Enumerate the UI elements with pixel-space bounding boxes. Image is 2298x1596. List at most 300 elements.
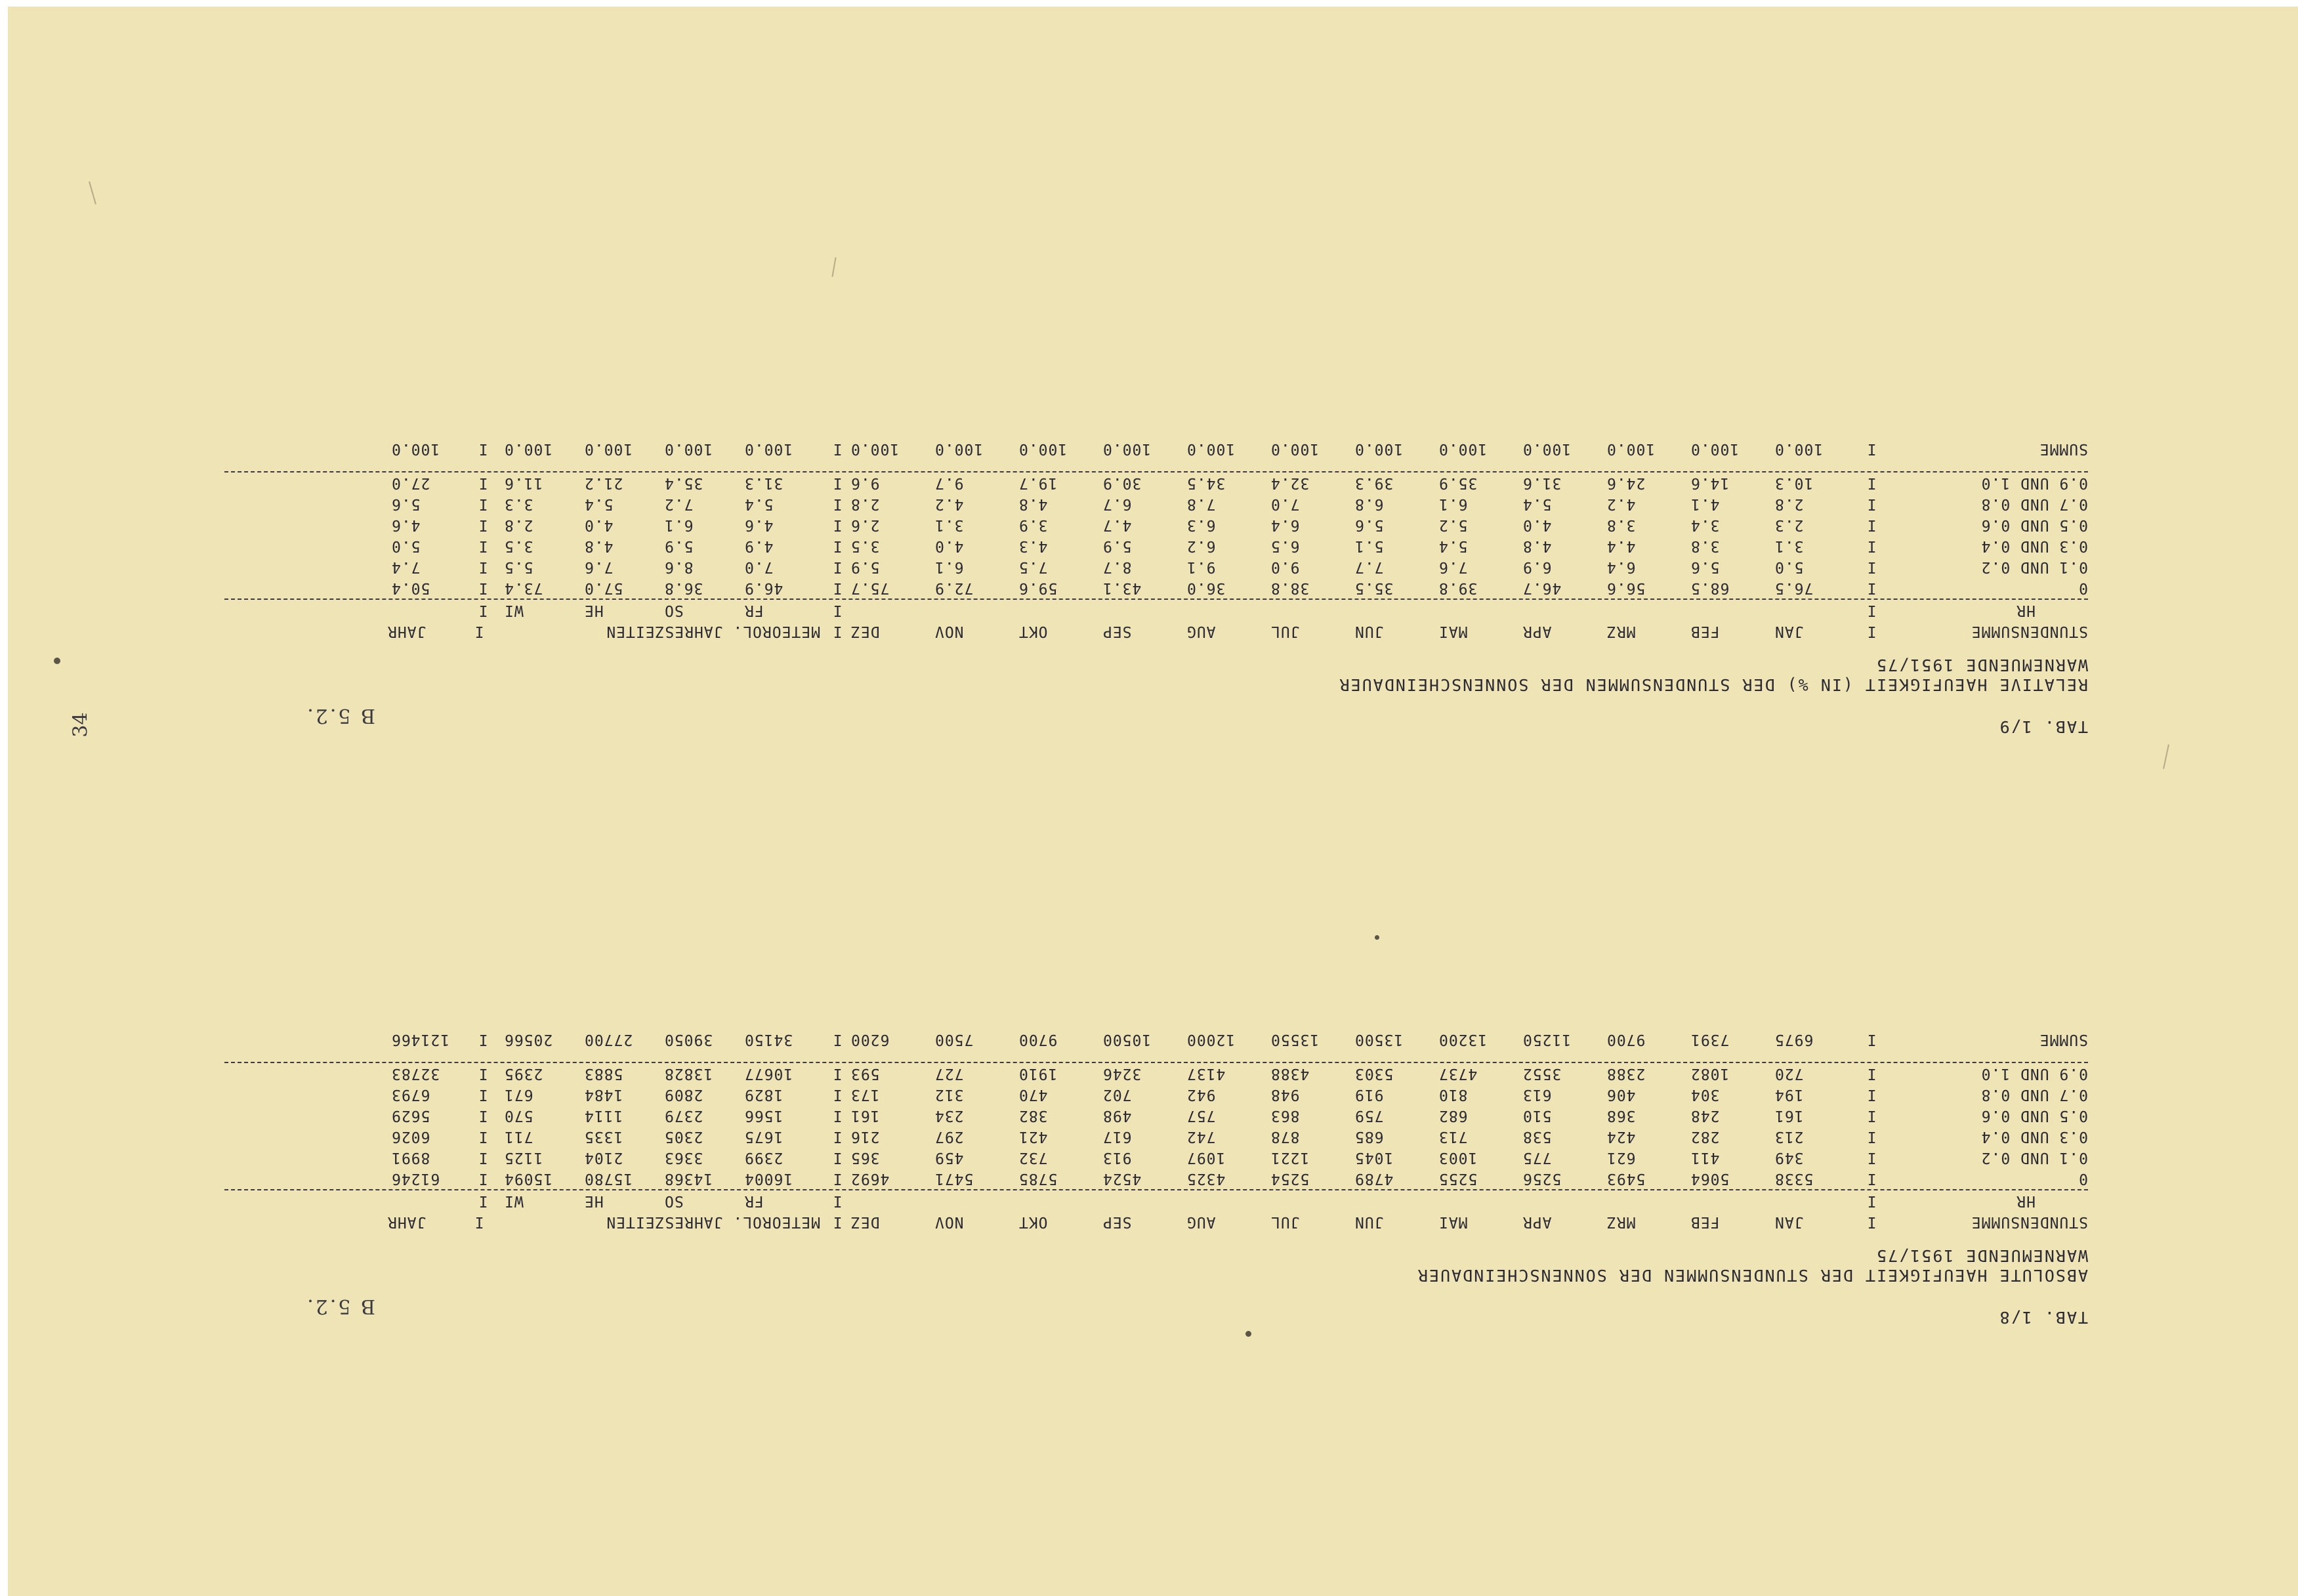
month-values — [850, 1063, 1858, 1084]
year-cell: 5.6 — [391, 495, 421, 513]
month-header: MRZ — [1606, 1213, 1636, 1230]
month-cell: 2.8 — [1774, 495, 1804, 513]
month-cell: 282 — [1690, 1128, 1720, 1145]
season-cell: 27700 — [584, 1031, 633, 1048]
year-cell: 6026 — [391, 1128, 430, 1145]
month-cell: 7.0 — [1270, 495, 1300, 513]
season-cell: 46.9 — [744, 579, 783, 597]
season-values — [496, 1063, 824, 1084]
separator: I — [1866, 579, 1877, 597]
separator: I — [1866, 474, 1877, 492]
month-cell: 100.0 — [1354, 440, 1404, 457]
month-values — [850, 556, 1858, 578]
paper-speck — [54, 658, 60, 664]
month-cell: 39.3 — [1354, 474, 1394, 492]
month-cell: 30.9 — [1102, 474, 1142, 492]
table-row — [224, 1084, 2088, 1105]
season-cell: 3363 — [664, 1149, 703, 1166]
season-cell: 15780 — [584, 1170, 633, 1187]
month-cell: 6.3 — [1186, 516, 1216, 534]
season-cell: 1484 — [584, 1086, 623, 1103]
year-cell: 50.4 — [391, 579, 430, 597]
year-cell: 6793 — [391, 1086, 430, 1103]
month-cell: 32.4 — [1270, 474, 1310, 492]
month-header: APR — [1522, 1213, 1552, 1230]
month-cell: 685 — [1354, 1128, 1384, 1145]
season-cell: 100.0 — [504, 440, 553, 457]
month-cell: 593 — [850, 1065, 880, 1082]
season-values — [496, 1105, 824, 1126]
month-cell: 2.6 — [850, 516, 880, 534]
month-cell: 9.6 — [850, 474, 880, 492]
month-header: JUN — [1354, 1213, 1384, 1230]
separator: I — [832, 1149, 843, 1166]
month-cell: 100.0 — [1102, 440, 1152, 457]
month-header: FEB — [1690, 623, 1720, 640]
season-cell: 20566 — [504, 1031, 553, 1048]
month-cell: 5064 — [1690, 1170, 1730, 1187]
season-cell: 39050 — [664, 1031, 713, 1048]
sum-row-container — [224, 438, 2088, 459]
month-cell: 3.8 — [1606, 516, 1636, 534]
separator: I — [1866, 516, 1877, 534]
season-cell: 7.6 — [584, 558, 614, 576]
season-values — [496, 514, 824, 536]
year-cell: 5629 — [391, 1107, 430, 1124]
month-cell: 617 — [1102, 1128, 1132, 1145]
paper-scratch — [2163, 744, 2169, 769]
separator: I — [478, 1031, 488, 1048]
season-cell: 5.9 — [664, 537, 694, 555]
table-label: TAB. 1/8 — [1998, 1308, 2088, 1327]
month-cell: 919 — [1354, 1086, 1384, 1103]
month-cell: 4388 — [1270, 1065, 1310, 1082]
month-cell: 12000 — [1186, 1031, 1236, 1048]
season-header: SO — [664, 1192, 684, 1209]
separator: I — [478, 1170, 488, 1187]
separator: I — [478, 1107, 488, 1124]
season-cell: 15094 — [504, 1170, 553, 1187]
page-edge — [0, 0, 8, 1596]
table-row — [224, 1147, 2088, 1168]
separator: I — [478, 558, 488, 576]
row-label: SUMME — [2039, 1031, 2088, 1048]
separator: I — [832, 623, 843, 640]
month-values — [850, 1029, 1858, 1050]
table-row — [224, 1063, 2088, 1084]
month-cell: 3.8 — [1690, 537, 1720, 555]
month-cell: 13500 — [1354, 1031, 1404, 1048]
table-row — [224, 1126, 2088, 1147]
season-cell: 7.0 — [744, 558, 774, 576]
month-cell: 470 — [1018, 1086, 1048, 1103]
season-cell: 21.2 — [584, 474, 623, 492]
month-cell: 100.0 — [850, 440, 900, 457]
month-cell: 100.0 — [1606, 440, 1656, 457]
month-cell: 1003 — [1438, 1149, 1478, 1166]
table-row — [224, 494, 2088, 514]
season-cell: 671 — [504, 1086, 533, 1103]
season-header: WI — [504, 602, 524, 619]
separator: I — [832, 1031, 843, 1048]
month-cell: 757 — [1186, 1107, 1216, 1124]
hr-label: HR — [2016, 1192, 2036, 1209]
sum-row — [224, 1029, 2088, 1050]
separator: I — [478, 1192, 488, 1209]
season-cell: 34150 — [744, 1031, 793, 1048]
season-values — [496, 1084, 824, 1105]
season-cell: 73.4 — [504, 579, 543, 597]
row-label: 0.5 UND 0.6 — [1980, 1107, 2088, 1124]
separator: I — [832, 474, 843, 492]
separator: I — [832, 1213, 843, 1230]
month-header: SEP — [1102, 1213, 1132, 1230]
separator: I — [1866, 602, 1877, 619]
separator: I — [832, 602, 843, 619]
month-cell: 35.5 — [1354, 579, 1394, 597]
month-header: MRZ — [1606, 623, 1636, 640]
season-header: HE — [584, 602, 604, 619]
row-label: 0.9 UND 1.0 — [1980, 1065, 2088, 1082]
month-cell: 3.1 — [934, 516, 964, 534]
month-cell: 213 — [1774, 1128, 1804, 1145]
month-cell: 100.0 — [1186, 440, 1236, 457]
month-cell: 3552 — [1522, 1065, 1562, 1082]
table-title: RELATIVE HAEUFIGKEIT (IN %) DER STUNDENSUMMEN DER SONNENSCHEINDAUER — [1338, 675, 2088, 694]
month-cell: 510 — [1522, 1107, 1552, 1124]
month-cell: 6.1 — [934, 558, 964, 576]
separator: I — [478, 537, 488, 555]
season-cell: 1566 — [744, 1107, 783, 1124]
month-header: MAI — [1438, 623, 1468, 640]
table-subtitle: WARNEMUENDE 1951/75 — [1875, 656, 2088, 675]
separator: I — [1866, 1086, 1877, 1103]
season-values — [496, 438, 824, 459]
month-cell: 878 — [1270, 1128, 1300, 1145]
month-cell: 382 — [1018, 1107, 1048, 1124]
month-cell: 43.1 — [1102, 579, 1142, 597]
month-cell: 248 — [1690, 1107, 1720, 1124]
month-cell: 810 — [1438, 1086, 1468, 1103]
season-header: HE — [584, 1192, 604, 1209]
header-subrow — [224, 600, 2088, 621]
month-cell: 14.6 — [1690, 474, 1730, 492]
month-cell: 35.9 — [1438, 474, 1478, 492]
month-cell: 3246 — [1102, 1065, 1142, 1082]
month-cell: 4.8 — [1018, 495, 1048, 513]
separator: I — [478, 474, 488, 492]
table-subtitle: WARNEMUENDE 1951/75 — [1875, 1246, 2088, 1265]
row-label: 0.1 UND 0.2 — [1980, 558, 2088, 576]
season-cell: 16004 — [744, 1170, 793, 1187]
season-cell: 5.5 — [504, 558, 533, 576]
month-cell: 6.2 — [1186, 537, 1216, 555]
season-cell: 2305 — [664, 1128, 703, 1145]
month-cell: 775 — [1522, 1149, 1552, 1166]
separator: I — [1866, 1065, 1877, 1082]
paper-scratch — [831, 257, 836, 277]
separator: I — [832, 537, 843, 555]
table-row — [224, 1105, 2088, 1126]
month-cell: 46.7 — [1522, 579, 1562, 597]
month-cell: 5.1 — [1354, 537, 1384, 555]
month-cell: 498 — [1102, 1107, 1132, 1124]
month-cell: 368 — [1606, 1107, 1636, 1124]
month-header: DEZ — [850, 1213, 880, 1230]
row-label: 0.9 UND 1.0 — [1980, 474, 2088, 492]
separator: I — [1866, 1149, 1877, 1166]
month-cell: 8.7 — [1102, 558, 1132, 576]
month-cell: 4524 — [1102, 1170, 1142, 1187]
month-cell: 1082 — [1690, 1065, 1730, 1082]
year-cell: 5.0 — [391, 537, 421, 555]
separator: I — [832, 1128, 843, 1145]
month-cell: 100.0 — [1522, 440, 1572, 457]
month-cell: 349 — [1774, 1149, 1804, 1166]
month-cell: 713 — [1438, 1128, 1468, 1145]
season-cell: 5883 — [584, 1065, 623, 1082]
row-label: 0.3 UND 0.4 — [1980, 537, 2088, 555]
month-cell: 24.6 — [1606, 474, 1646, 492]
separator: I — [832, 495, 843, 513]
season-values — [496, 1126, 824, 1147]
month-cell: 6.8 — [1354, 495, 1384, 513]
month-header: AUG — [1186, 623, 1216, 640]
season-cell: 6.1 — [664, 516, 694, 534]
table-1-9 — [224, 438, 2088, 736]
month-cell: 538 — [1522, 1128, 1552, 1145]
month-cell: 161 — [850, 1107, 880, 1124]
month-cell: 5.9 — [1102, 537, 1132, 555]
season-cell: 2395 — [504, 1065, 543, 1082]
month-cell: 4.8 — [1522, 537, 1552, 555]
year-cell: 100.0 — [391, 440, 440, 457]
month-cell: 9700 — [1606, 1031, 1646, 1048]
month-cell: 742 — [1186, 1128, 1216, 1145]
season-values — [496, 494, 824, 514]
separator: I — [478, 1065, 488, 1082]
season-cell: 57.0 — [584, 579, 623, 597]
month-cell: 5255 — [1438, 1170, 1478, 1187]
month-cell: 39.8 — [1438, 579, 1478, 597]
month-cell: 4.2 — [1606, 495, 1636, 513]
month-cell: 621 — [1606, 1149, 1636, 1166]
separator: I — [478, 1149, 488, 1166]
month-cell: 36.0 — [1186, 579, 1226, 597]
month-cell: 5471 — [934, 1170, 974, 1187]
month-headers — [850, 1211, 1858, 1232]
seasons-title: METEOROL. JAHRESZEITEN — [606, 1213, 820, 1230]
row-label: 0.5 UND 0.6 — [1980, 516, 2088, 534]
season-values — [496, 536, 824, 556]
page-number: 34 — [69, 712, 93, 738]
month-cell: 4.0 — [1522, 516, 1552, 534]
table-row — [224, 578, 2088, 598]
month-cell: 4.0 — [934, 537, 964, 555]
season-cell: 3.5 — [504, 537, 533, 555]
month-header: OKT — [1018, 1213, 1048, 1230]
month-values — [850, 1168, 1858, 1189]
month-cell: 304 — [1690, 1086, 1720, 1103]
year-cell: 121466 — [391, 1031, 450, 1048]
separator: I — [1866, 440, 1877, 457]
hr-label: HR — [2016, 602, 2036, 619]
month-header: JUN — [1354, 623, 1384, 640]
table-1-8 — [224, 1029, 2088, 1327]
month-header: JAN — [1774, 623, 1804, 640]
season-cell: 10677 — [744, 1065, 793, 1082]
month-values — [850, 1084, 1858, 1105]
separator: I — [832, 1192, 843, 1209]
month-cell: 100.0 — [934, 440, 984, 457]
month-cell: 2.8 — [850, 495, 880, 513]
season-values — [496, 578, 824, 598]
season-cell: 36.8 — [664, 579, 703, 597]
row-label: 0.3 UND 0.4 — [1980, 1128, 2088, 1145]
month-values — [850, 1105, 1858, 1126]
season-cell: 570 — [504, 1107, 533, 1124]
paper-speck — [1375, 935, 1379, 940]
paper-speck — [1245, 1331, 1251, 1337]
season-cell: 2104 — [584, 1149, 623, 1166]
year-cell: 27.0 — [391, 474, 430, 492]
season-cell: 2809 — [664, 1086, 703, 1103]
month-cell: 6.1 — [1438, 495, 1468, 513]
season-values — [496, 1147, 824, 1168]
month-cell: 727 — [934, 1065, 964, 1082]
separator: I — [832, 516, 843, 534]
separator: I — [1866, 495, 1877, 513]
year-cell: 8991 — [391, 1149, 430, 1166]
month-cell: 10.3 — [1774, 474, 1814, 492]
month-cell: 312 — [934, 1086, 964, 1103]
month-cell: 19.7 — [1018, 474, 1058, 492]
month-cell: 6.7 — [1102, 495, 1132, 513]
season-cell: 100.0 — [744, 440, 793, 457]
month-cell: 1221 — [1270, 1149, 1310, 1166]
table-ref: B 5.2. — [305, 704, 375, 727]
year-cell: 7.4 — [391, 558, 421, 576]
month-cell: 4692 — [850, 1170, 890, 1187]
month-header: JUL — [1270, 1213, 1300, 1230]
month-cell: 10500 — [1102, 1031, 1152, 1048]
month-cell: 424 — [1606, 1128, 1636, 1145]
month-cell: 100.0 — [1690, 440, 1740, 457]
row-label-header: STUNDENSUMME — [1971, 623, 2088, 640]
month-cell: 7391 — [1690, 1031, 1730, 1048]
month-values — [850, 1147, 1858, 1168]
month-cell: 5.0 — [1774, 558, 1804, 576]
month-cell: 5493 — [1606, 1170, 1646, 1187]
month-cell: 76.5 — [1774, 579, 1814, 597]
month-header: AUG — [1186, 1213, 1216, 1230]
month-cell: 4.1 — [1690, 495, 1720, 513]
month-values — [850, 578, 1858, 598]
month-cell: 9700 — [1018, 1031, 1058, 1048]
month-header: SEP — [1102, 623, 1132, 640]
season-headers — [496, 1190, 824, 1211]
month-cell: 6.9 — [1522, 558, 1552, 576]
table-row — [224, 472, 2088, 494]
year-header: JAHR — [387, 623, 427, 640]
season-cell: 5.4 — [744, 495, 774, 513]
separator: I — [478, 495, 488, 513]
month-cell: 411 — [1690, 1149, 1720, 1166]
year-header: JAHR — [387, 1213, 427, 1230]
season-header: WI — [504, 1192, 524, 1209]
month-cell: 2388 — [1606, 1065, 1646, 1082]
separator: I — [478, 1086, 488, 1103]
month-cell: 56.6 — [1606, 579, 1646, 597]
month-header: DEZ — [850, 623, 880, 640]
month-cell: 5.9 — [850, 558, 880, 576]
month-cell: 9.1 — [1186, 558, 1216, 576]
month-cell: 7.5 — [1018, 558, 1048, 576]
paper-scratch — [89, 181, 96, 204]
month-cell: 732 — [1018, 1149, 1048, 1166]
month-cell: 7.6 — [1438, 558, 1468, 576]
season-cell: 14368 — [664, 1170, 713, 1187]
month-cell: 948 — [1270, 1086, 1300, 1103]
month-cell: 2.3 — [1774, 516, 1804, 534]
row-label-header: STUNDENSUMME — [1971, 1213, 2088, 1230]
season-cell: 4.0 — [584, 516, 614, 534]
season-values — [496, 556, 824, 578]
separator: I — [832, 440, 843, 457]
month-cell: 100.0 — [1018, 440, 1068, 457]
month-cell: 4137 — [1186, 1065, 1226, 1082]
table-title: ABSOLUTE HAEUFIGKEIT DER STUNDENSUMMEN DER SONNENSCHEINDAUER — [1416, 1266, 2088, 1285]
month-header: JUL — [1270, 623, 1300, 640]
month-header: FEB — [1690, 1213, 1720, 1230]
month-cell: 297 — [934, 1128, 964, 1145]
month-cell: 6975 — [1774, 1031, 1814, 1048]
month-cell: 6.4 — [1270, 516, 1300, 534]
month-cell: 72.9 — [934, 579, 974, 597]
seasons-title: METEOROL. JAHRESZEITEN — [606, 623, 820, 640]
season-cell: 1675 — [744, 1128, 783, 1145]
month-cell: 4737 — [1438, 1065, 1478, 1082]
month-cell: 4789 — [1354, 1170, 1394, 1187]
month-cell: 5256 — [1522, 1170, 1562, 1187]
month-cell: 942 — [1186, 1086, 1216, 1103]
month-cell: 3.9 — [1018, 516, 1048, 534]
table-body — [224, 1063, 2088, 1189]
month-cell: 5338 — [1774, 1170, 1814, 1187]
separator: I — [832, 1065, 843, 1082]
season-cell: 1114 — [584, 1107, 623, 1124]
month-cell: 5.2 — [1438, 516, 1468, 534]
month-cell: 4.4 — [1606, 537, 1636, 555]
separator: I — [474, 623, 484, 640]
month-cell: 459 — [934, 1149, 964, 1166]
month-values — [850, 472, 1858, 494]
season-headers — [496, 600, 824, 621]
row-label: 0.7 UND 0.8 — [1980, 1086, 2088, 1103]
month-cell: 3.5 — [850, 537, 880, 555]
month-values — [850, 438, 1858, 459]
month-cell: 720 — [1774, 1065, 1804, 1082]
separator: I — [832, 558, 843, 576]
month-cell: 11250 — [1522, 1031, 1572, 1048]
season-cell: 4.8 — [584, 537, 614, 555]
month-cell: 9.0 — [1270, 558, 1300, 576]
month-cell: 173 — [850, 1086, 880, 1103]
header-row — [224, 1211, 2088, 1232]
month-cell: 4.7 — [1102, 516, 1132, 534]
month-cell: 100.0 — [1774, 440, 1824, 457]
season-cell: 13828 — [664, 1065, 713, 1082]
